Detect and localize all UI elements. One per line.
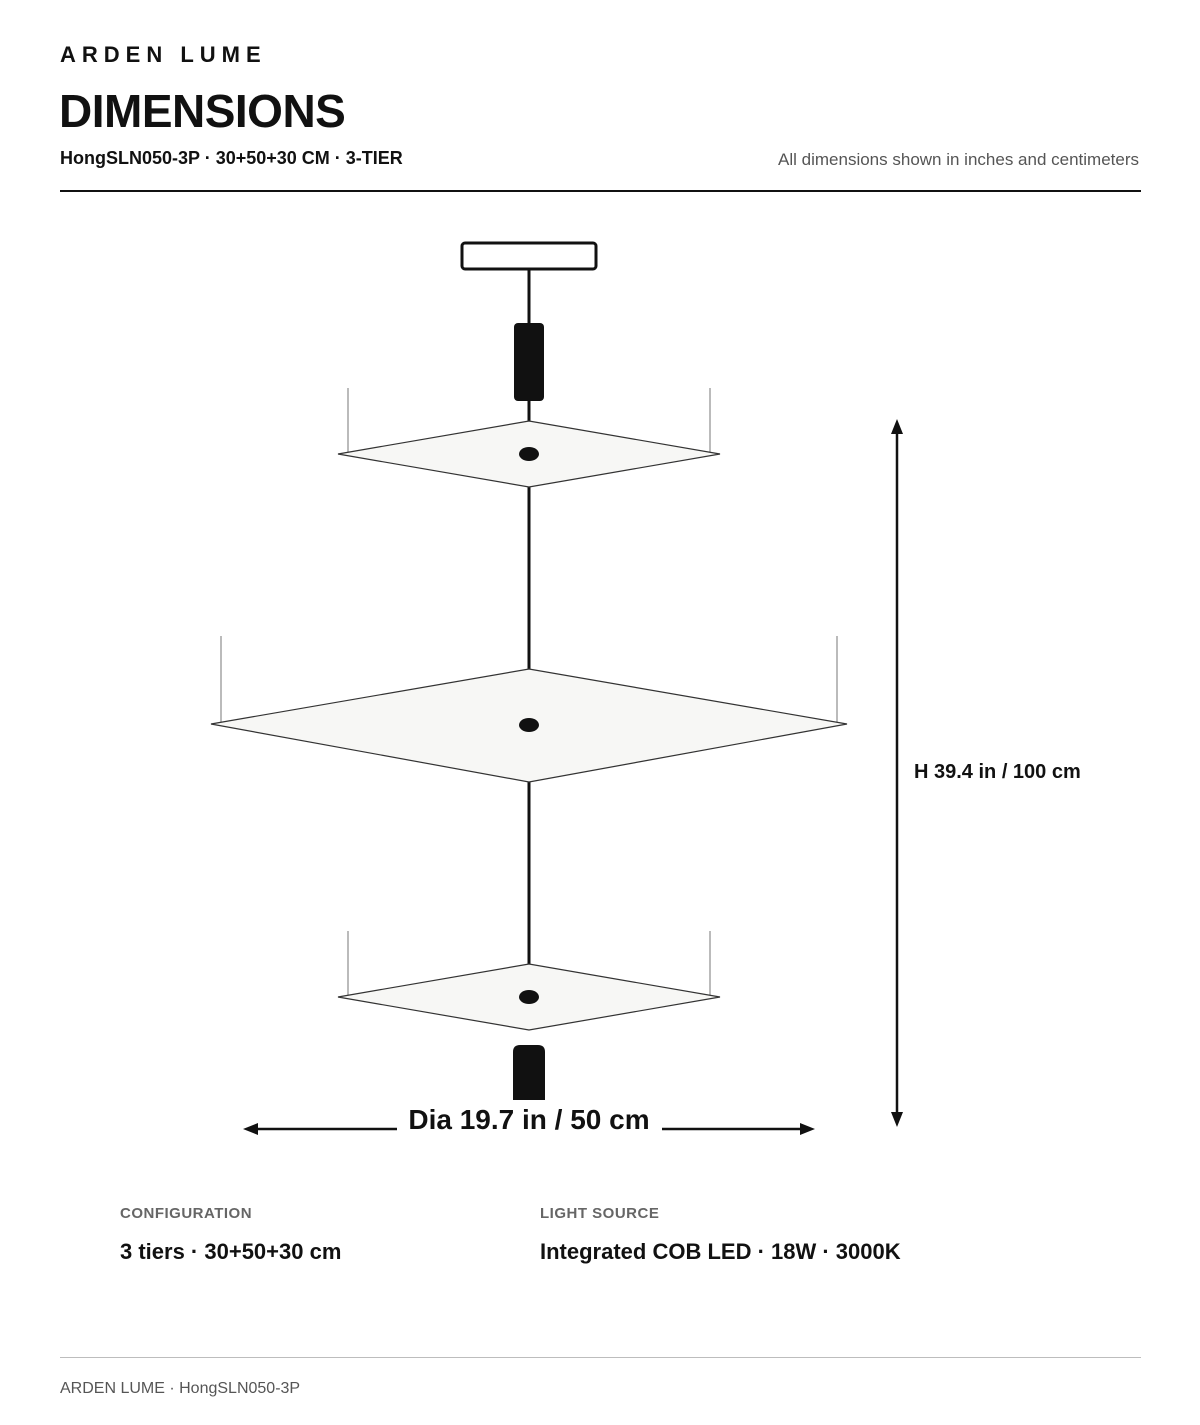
spec-light-source: [540, 1205, 901, 1265]
tier-hub: [519, 447, 539, 461]
height-label: H 39.4 in / 100 cm: [914, 761, 1081, 783]
height-arrow-bottom: [891, 1112, 903, 1127]
tier-hub: [519, 718, 539, 732]
brand-name: ARDEN LUME: [60, 42, 267, 67]
diameter-label: Dia 19.7 in / 50 cm: [408, 1104, 650, 1135]
spec-label: CONFIGURATION: [120, 1205, 253, 1222]
footer-text: ARDEN LUME · HongSLN050-3P: [60, 1380, 301, 1397]
units-note: All dimensions shown in inches and centimeters: [778, 150, 1139, 169]
diameter-arrow-left: [243, 1123, 258, 1135]
tier-hub: [519, 990, 539, 1004]
page-title: DIMENSIONS: [59, 85, 346, 137]
model-subtitle: HongSLN050-3P · 30+50+30 CM · 3-TIER: [60, 148, 403, 168]
driver-housing: [514, 323, 544, 401]
footer-divider: [60, 1357, 1141, 1358]
height-arrow-top: [891, 419, 903, 434]
diameter-arrow-right: [800, 1123, 815, 1135]
bottom-finial: [513, 1045, 545, 1100]
ceiling-canopy: [462, 243, 596, 269]
spec-value: 3 tiers · 30+50+30 cm: [120, 1239, 342, 1264]
spec-label: LIGHT SOURCE: [540, 1205, 660, 1222]
spec-configuration: [120, 1205, 341, 1265]
spec-value: Integrated COB LED · 18W · 3000K: [540, 1239, 901, 1264]
